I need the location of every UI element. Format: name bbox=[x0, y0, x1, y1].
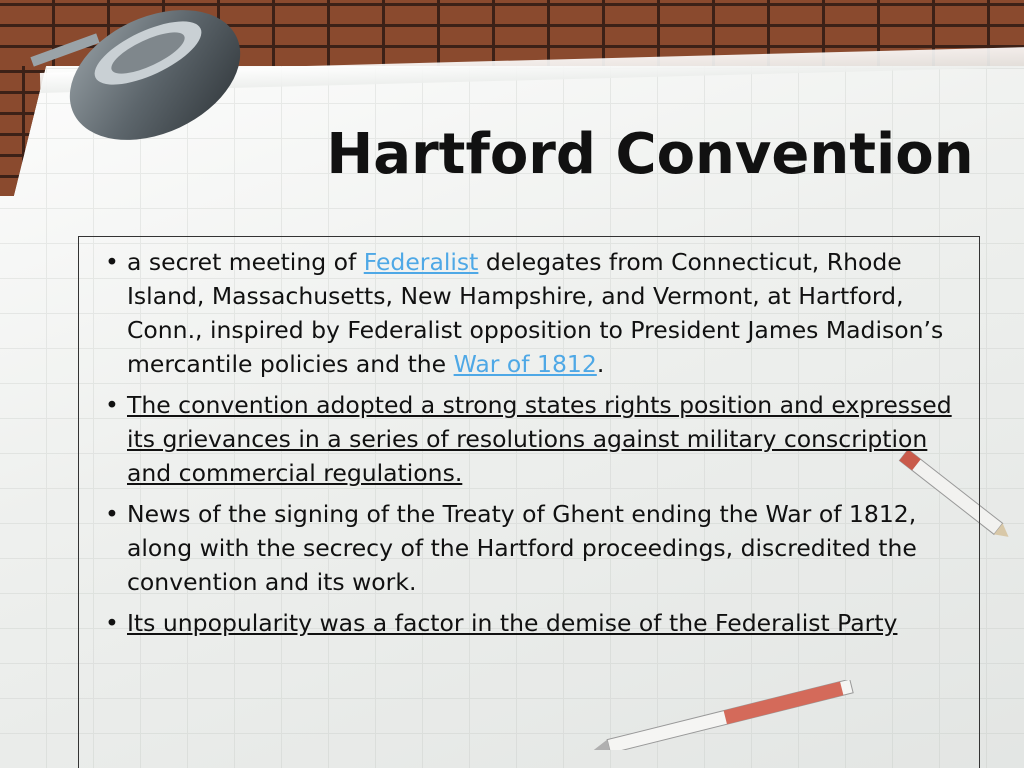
bullet-dot: • bbox=[105, 248, 119, 276]
bullet-text: The convention adopted a strong states rights position and expressed its grievances in a series of resolutions against military conscription and commercial regulations. bbox=[127, 391, 952, 487]
bullet-dot: • bbox=[105, 609, 119, 637]
war-of-1812-link[interactable]: War of 1812 bbox=[453, 350, 597, 378]
bullet-text-part: delegates from Connecticut, Rhode Island, Massachusetts, New Hampshire, and Vermont, at Hartford, Conn., inspired by Federalist opposition to President James Madison’s mercantile policies and the bbox=[127, 248, 944, 378]
content-box bbox=[78, 236, 980, 768]
slide-title: Hartford Convention bbox=[326, 122, 974, 187]
bullet-dot: • bbox=[105, 500, 119, 528]
bullet-list bbox=[79, 237, 979, 640]
desk-lamp-icon bbox=[30, 5, 250, 155]
bullet-item-1 bbox=[105, 245, 959, 381]
bullet-item-4 bbox=[105, 606, 959, 640]
bullet-item-3 bbox=[105, 497, 959, 599]
bullet-text: Its unpopularity was a factor in the demise of the Federalist Party bbox=[127, 609, 898, 637]
bullet-text-part: a secret meeting of bbox=[127, 248, 364, 276]
bullet-item-2 bbox=[105, 388, 959, 490]
federalist-link[interactable]: Federalist bbox=[363, 248, 479, 276]
bullet-text-part: . bbox=[596, 350, 605, 378]
bullet-text: News of the signing of the Treaty of Ghent ending the War of 1812, along with the secrecy of the Hartford proceedings, discredited the convention and its work. bbox=[127, 500, 917, 596]
bullet-dot: • bbox=[105, 391, 119, 419]
